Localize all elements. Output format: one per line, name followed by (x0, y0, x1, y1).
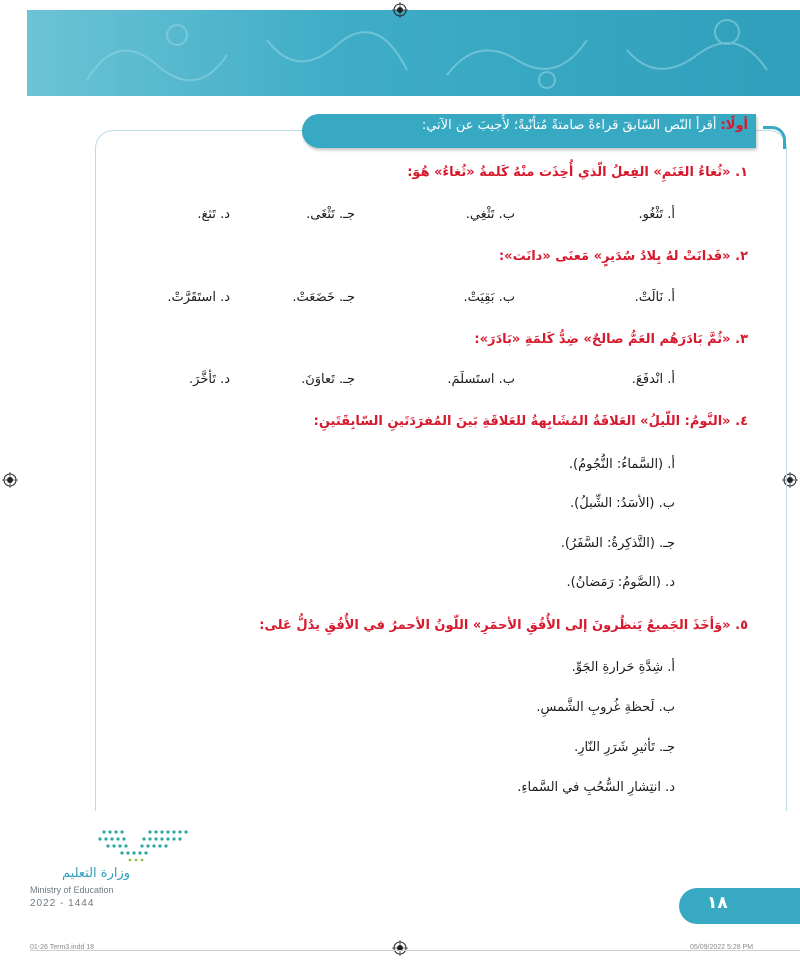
page-number-tab (679, 888, 800, 924)
option-a: أ. (السَّماءُ: النُّجُومُ). (568, 457, 675, 472)
option-c: جـ. تَأثيرِ شَرَرِ النّارِ. (574, 740, 675, 755)
option-d: د. استَقَرَّتْ. (167, 290, 230, 305)
question-text: «ثُمَّ بَادَرَهُم العَمُّ صالحٌ» ضِدُّ كَلمَةِ «بَادَرَ»: (474, 332, 731, 347)
option-a: أ. تَثْغُو. (638, 207, 675, 222)
footer-timestamp: 05/09/2022 5:28 PM (690, 944, 754, 951)
question-3 (474, 332, 748, 347)
option-d: د. انتِشارِ السُّحُبِ في السَّماءِ. (517, 780, 675, 795)
option-b: ب. استَسلَمَ. (447, 372, 515, 387)
question-text: «وَأخَذَ الجَميعُ يَنظُرونَ إلى الأُفُقِ الأحمَرِ» اللّونُ الأحمرُ في الأُفُقِ يدُلُّ عَلى: (259, 618, 731, 633)
question-text: «فَدانَتْ لهُ بِلادُ سُدَيرٍ» مَعنَى «دانَت»: (498, 249, 731, 264)
option-c: جـ. (التَّذكِرةُ: السَّفَرُ). (560, 536, 675, 551)
option-b: ب. (الأسَدُ: الشِّبلُ). (570, 496, 675, 511)
question-4 (314, 414, 748, 429)
question-number: ٣. (735, 332, 748, 347)
page-number: ١٨ (707, 893, 728, 913)
option-a: أ. انْدفَعَ. (631, 372, 675, 387)
question-number: ٤. (735, 414, 748, 429)
question-5 (259, 618, 748, 633)
option-c: جـ. تَثْغَى. (306, 207, 355, 222)
edition-year: 2022 - 1444 (30, 898, 95, 909)
ministry-name-arabic: وزارة التعليم (62, 866, 131, 881)
frame-corner-decoration (763, 126, 786, 149)
option-a: أ. شِدَّةِ حَرارةِ الجَوِّ. (571, 660, 675, 675)
question-1 (407, 165, 748, 180)
option-d: د. تَثغ. (197, 207, 230, 222)
section-heading (422, 118, 748, 133)
question-number: ١. (735, 165, 748, 180)
option-d: د. تَأخَّرَ. (189, 372, 230, 387)
registration-mark-icon (2, 472, 18, 488)
footer-divider (30, 950, 800, 951)
question-2 (499, 249, 748, 264)
ministry-name-english: Ministry of Education (30, 885, 114, 895)
content-frame (95, 130, 787, 811)
question-text: «النَّومُ: اللّيلُ» العَلاقَةُ المُشَابِهةُ للعَلاقَةِ بَينَ المُفرَدَتَينِ السّابِقَتَينِ: (313, 414, 731, 429)
option-c: جـ. خَضَعَتْ. (292, 290, 355, 305)
registration-mark-icon (392, 940, 408, 956)
option-b: ب. تَثْغِي. (465, 207, 515, 222)
registration-mark-icon (392, 2, 408, 18)
header-banner (27, 10, 800, 96)
option-a: أ. نَالَتْ. (634, 290, 675, 305)
banner-pattern-icon (27, 10, 800, 96)
option-c: جـ. تَعاوَنَ. (301, 372, 355, 387)
option-d: د. (الصَّومُ: رَمَضانُ). (566, 575, 675, 590)
footer-file-info: 01-26 Term3.indd 18 (30, 944, 95, 951)
ministry-logo-icon (64, 826, 204, 866)
question-text: «ثُغاءُ الغَنَمِ» الفِعلُ الّذي أُخِذَت منْهُ كَلمةُ «ثُغاءُ» هُوَ: (407, 165, 731, 180)
option-b: ب. لَحظةِ غُروبِ الشَّمسِ. (536, 700, 675, 715)
question-number: ٢. (735, 249, 748, 264)
option-b: ب. بَقِيَتْ. (463, 290, 515, 305)
question-number: ٥. (735, 618, 748, 633)
section-heading-text: أقرأ النّص السّابقَ قراءةً صامتةً مُتأنّيةً؛ لأُجيبَ عن الآتي: (421, 118, 717, 133)
section-heading-lead: أولًا: (720, 118, 748, 133)
